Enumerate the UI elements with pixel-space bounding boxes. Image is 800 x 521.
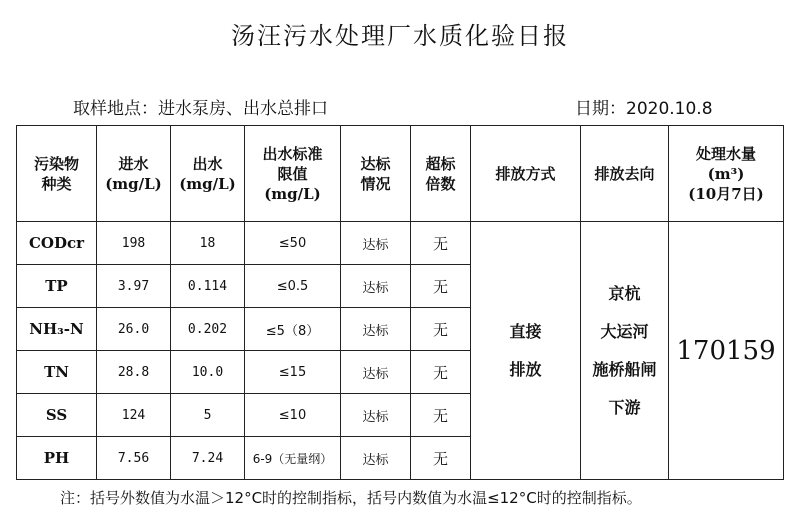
param-name: TP xyxy=(17,265,97,308)
exceed-value: 无 xyxy=(411,222,471,265)
inlet-value: 198 xyxy=(97,222,171,265)
status-value: 达标 xyxy=(341,351,411,394)
status-value: 达标 xyxy=(341,308,411,351)
exceed-value: 无 xyxy=(411,308,471,351)
outlet-value: 0.202 xyxy=(171,308,245,351)
limit-value: ≤10 xyxy=(245,394,341,437)
exceed-value: 无 xyxy=(411,351,471,394)
header-exceed: 超标 倍数 xyxy=(411,126,471,222)
status-value: 达标 xyxy=(341,222,411,265)
limit-value: ≤5（8） xyxy=(245,308,341,351)
status-value: 达标 xyxy=(341,394,411,437)
limit-value: ≤0.5 xyxy=(245,265,341,308)
header-pollutant: 污染物 种类 xyxy=(17,126,97,222)
param-name: NH₃-N xyxy=(17,308,97,351)
limit-value: 6-9（无量纲） xyxy=(245,437,341,480)
inlet-value: 26.0 xyxy=(97,308,171,351)
status-value: 达标 xyxy=(341,437,411,480)
outlet-value: 7.24 xyxy=(171,437,245,480)
inlet-value: 28.8 xyxy=(97,351,171,394)
report-title: 汤汪污水处理厂水质化验日报 xyxy=(231,22,569,50)
status-value: 达标 xyxy=(341,265,411,308)
exceed-value: 无 xyxy=(411,265,471,308)
outlet-value: 0.114 xyxy=(171,265,245,308)
table-row xyxy=(17,222,784,265)
header-outlet: 出水 (mg/L) xyxy=(171,126,245,222)
report-date: 日期：2020.10.8 xyxy=(575,99,713,119)
header-treated-volume: 处理水量 (m³) (10月7日) xyxy=(669,126,784,222)
exceed-value: 无 xyxy=(411,394,471,437)
header-discharge-destination: 排放去向 xyxy=(581,126,669,222)
param-name: TN xyxy=(17,351,97,394)
limit-value: ≤15 xyxy=(245,351,341,394)
header-limit: 出水标准 限值 (mg/L) xyxy=(245,126,341,222)
exceed-value: 无 xyxy=(411,437,471,480)
header-inlet: 进水 (mg/L) xyxy=(97,126,171,222)
outlet-value: 18 xyxy=(171,222,245,265)
limit-value: ≤50 xyxy=(245,222,341,265)
inlet-value: 3.97 xyxy=(97,265,171,308)
param-name: CODcr xyxy=(17,222,97,265)
outlet-value: 5 xyxy=(171,394,245,437)
discharge-method-cell: 直接 排放 xyxy=(471,222,581,480)
param-name: SS xyxy=(17,394,97,437)
param-name: PH xyxy=(17,437,97,480)
discharge-destination-cell: 京杭 大运河 施桥船闸 下游 xyxy=(581,222,669,480)
inlet-value: 124 xyxy=(97,394,171,437)
water-quality-table xyxy=(16,125,784,480)
footnote: 注：括号外数值为水温＞12°C时的控制指标，括号内数值为水温≤12°C时的控制指标。 xyxy=(60,489,642,507)
outlet-value: 10.0 xyxy=(171,351,245,394)
inlet-value: 7.56 xyxy=(97,437,171,480)
treated-volume-cell: 170159 xyxy=(669,222,784,480)
header-status: 达标 情况 xyxy=(341,126,411,222)
header-discharge-method: 排放方式 xyxy=(471,126,581,222)
header-row xyxy=(17,126,784,222)
sampling-location: 取样地点：进水泵房、出水总排口 xyxy=(73,99,328,119)
